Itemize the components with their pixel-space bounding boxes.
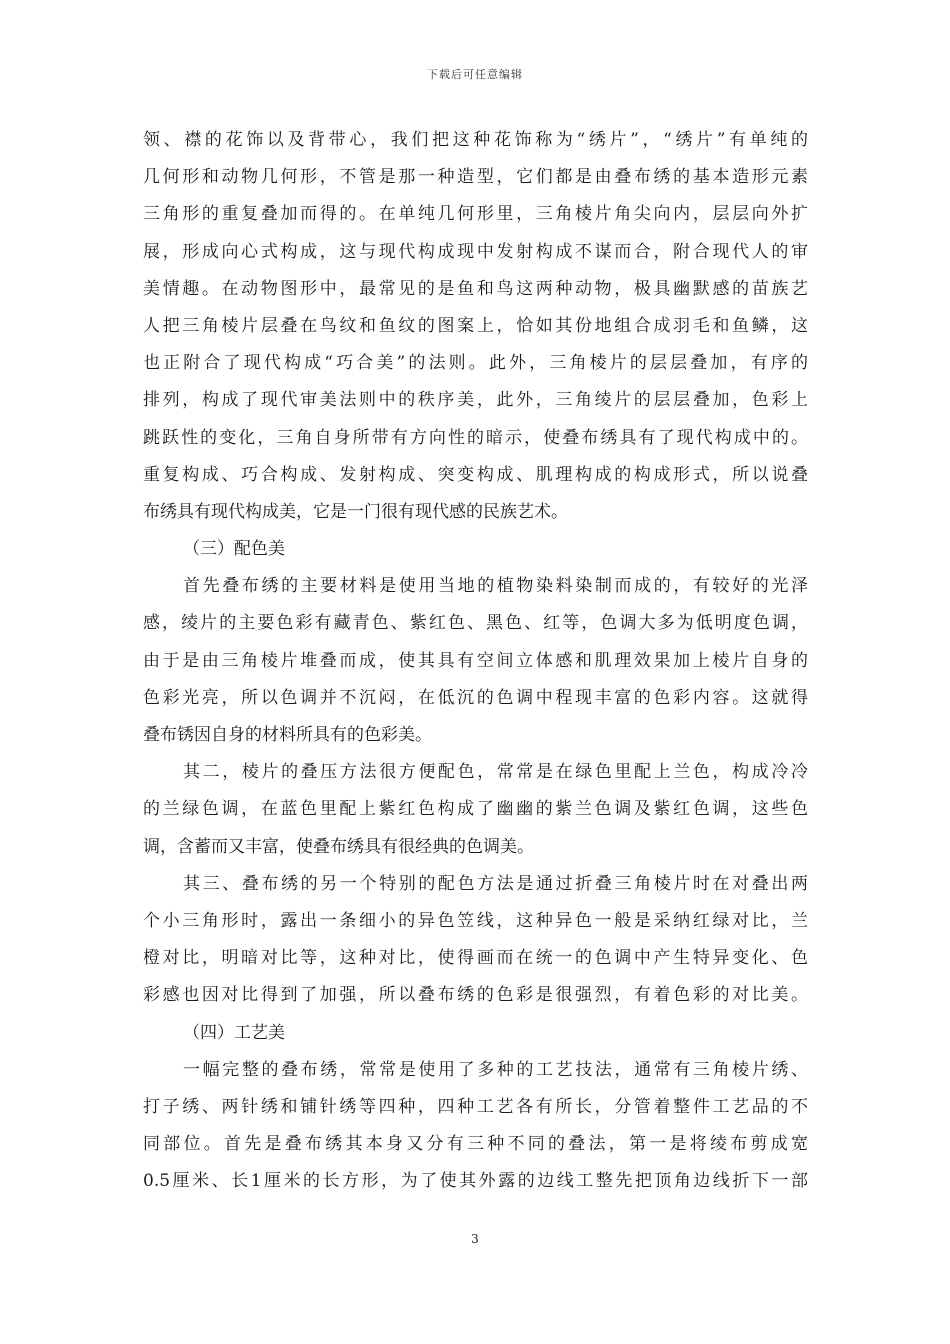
text-line: 的兰绿色调，在蓝色里配上紫红色构成了幽幽的紫兰色调及紫红色调，这些色 xyxy=(143,799,808,820)
text-line: 其三、叠布绣的另一个特别的配色方法是通过折叠三角棱片时在对叠出两 xyxy=(183,873,808,894)
text-line: 首先叠布绣的主要材料是使用当地的植物染料染制而成的，有较好的光泽 xyxy=(183,576,808,597)
text-line: 布绣具有现代构成美，它是一门很有现代感的民族艺术。 xyxy=(143,501,568,522)
text-line: 叠布锈因自身的材料所具有的色彩美。 xyxy=(143,725,432,745)
text-line: 几何形和动物几何形，不管是那一种造型，它们都是由叠布绣的基本造形元素 xyxy=(143,167,808,188)
section-heading: （三）配色美 xyxy=(183,539,285,560)
text-line: 美情趣。在动物图形中，最常见的是鱼和鸟这两种动物，极具幽默感的苗族艺 xyxy=(143,278,808,299)
page-header: 下载后可任意编辑 xyxy=(427,68,523,81)
text-line: 一幅完整的叠布绣，常常是使用了多种的工艺技法，通常有三角棱片绣、 xyxy=(183,1059,808,1080)
text-line: 同部位。首先是叠布绣其本身又分有三种不同的叠法，第一是将绫布剪成宽 xyxy=(143,1134,808,1155)
page-number: 3 xyxy=(471,1232,479,1246)
text-line: 色彩光亮，所以色调并不沉闷，在低沉的色调中程现丰富的色彩内容。这就得 xyxy=(143,687,808,708)
body-text xyxy=(143,122,808,1200)
text-line: 彩感也因对比得到了加强，所以叠布绣的色彩是很强烈，有着色彩的对比美。 xyxy=(143,985,808,1006)
text-line: 三角形的重复叠加而得的。在单纯几何形里，三角棱片角尖向内，层层向外扩 xyxy=(143,204,808,225)
text-line: 其二，棱片的叠压方法很方便配色，常常是在绿色里配上兰色，构成冷冷 xyxy=(183,762,808,783)
text-line: 个小三角形时，露出一条细小的异色笠线，这种异色一般是采纳红绿对比，兰 xyxy=(143,910,808,931)
text-line: 领、襟的花饰以及背带心，我们把这种花饰称为“绣片”，“绣片”有单纯的 xyxy=(143,130,808,150)
text-line: 人把三角棱片层叠在鸟纹和鱼纹的图案上，恰如其份地组合成羽毛和鱼鳞，这 xyxy=(143,315,808,336)
text-line: 感，绫片的主要色彩有藏青色、紫红色、黑色、红等，色调大多为低明度色调， xyxy=(143,613,808,634)
text-line: 展，形成向心式构成，这与现代构成现中发射构成不谋而合，附合现代人的审 xyxy=(143,241,808,262)
text-line: 跳跃性的变化，三角自身所带有方向性的暗示，使叠布绣具有了现代构成中的。 xyxy=(143,427,808,448)
text-line: 调，含蓄而又丰富，使叠布绣具有很经典的色调美。 xyxy=(143,836,534,857)
section-heading: （四）工艺美 xyxy=(183,1022,285,1043)
text-line: 打子绣、两针绣和铺针绣等四种，四种工艺各有所长，分管着整件工艺品的不 xyxy=(143,1096,808,1117)
text-line: 0.5厘米、长1厘米的长方形，为了使其外露的边线工整先把顶角边线折下一部 xyxy=(143,1171,808,1192)
text-line: 橙对比，明暗对比等，这种对比，使得画而在统一的色调中产生特异变化、色 xyxy=(143,948,808,969)
text-line: 排列，构成了现代审美法则中的秩序美，此外，三角绫片的层层叠加，色彩上 xyxy=(143,390,808,411)
text-line: 重复构成、巧合构成、发射构成、突变构成、肌理构成的构成形式，所以说叠 xyxy=(143,464,808,485)
text-line: 也正附合了现代构成“巧合美”的法则。此外，三角棱片的层层叠加，有序的 xyxy=(143,353,808,374)
text-line: 由于是由三角棱片堆叠而成，使其具有空间立体感和肌理效果加上棱片自身的 xyxy=(143,650,808,671)
